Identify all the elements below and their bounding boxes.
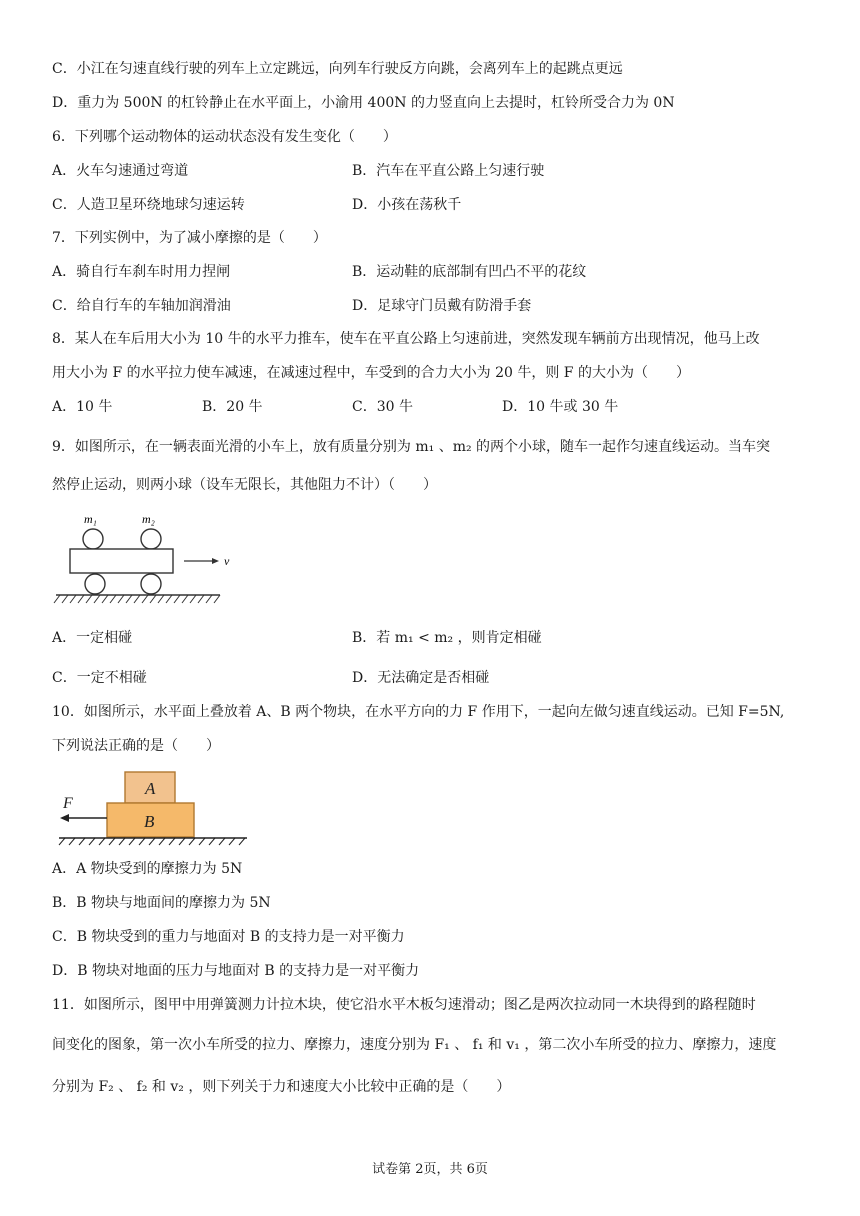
blocks-figure: [55, 768, 255, 846]
q10-stem-line1: 10．如图所示，水平面上叠放着 A、B 两个物块，在水平方向的力 F 作用下，一起向左做匀速直线运动。已知 F=5N,: [52, 704, 785, 720]
q6-option-a: A．火车匀速通过弯道: [52, 163, 189, 179]
q5-option-d: D．重力为 500N 的杠铃静止在水平面上，小渝用 400N 的力竖直向上去提时，杠铃所受合力为 0N: [52, 95, 675, 111]
q9-option-a: A．一定相碰: [52, 630, 133, 646]
cart-figure: [52, 508, 242, 608]
surface-hatch: [59, 838, 245, 845]
velocity-label: v: [224, 554, 230, 568]
q10-stem-line2: 下列说法正确的是（ ）: [52, 738, 220, 754]
m2-label: m₂: [142, 512, 155, 526]
q6-stem: 6．下列哪个运动物体的运动状态没有发生变化（ ）: [52, 129, 397, 145]
q9-stem-line2: 然停止运动，则两小球（设车无限长，其他阻力不计）（ ）: [52, 477, 437, 493]
q8-option-c: C．30 牛: [352, 399, 413, 415]
ball-m2: [141, 529, 161, 549]
ground-hatch: [54, 595, 220, 603]
q8-option-d: D．10 牛或 30 牛: [502, 399, 619, 415]
q10-option-d: D．B 物块对地面的压力与地面对 B 的支持力是一对平衡力: [52, 963, 420, 979]
block-a-label: A: [145, 779, 156, 798]
q9-stem-line1: 9．如图所示，在一辆表面光滑的小车上，放有质量分别为 m₁ 、m₂ 的两个小球，随车一起作匀速直线运动。当车突: [52, 439, 771, 455]
q8-option-b: B．20 牛: [202, 399, 263, 415]
q10-option-c: C．B 物块受到的重力与地面对 B 的支持力是一对平衡力: [52, 929, 405, 945]
q11-stem-line3: 分别为 F₂ 、 f₂ 和 v₂ ，则下列关于力和速度大小比较中正确的是（ ）: [52, 1079, 511, 1095]
q9-option-d: D．无法确定是否相碰: [352, 670, 490, 686]
q5-option-c: C．小江在匀速直线行驶的列车上立定跳远，向列车行驶反方向跳，会离列车上的起跳点更远: [52, 61, 623, 77]
velocity-arrowhead: [212, 558, 219, 564]
q8-stem-line1: 8．某人在车后用大小为 10 牛的水平力推车，使车在平直公路上匀速前进，突然发现车辆前方出现情况，他马上改: [52, 331, 760, 347]
q11-stem-line1: 11．如图所示，图甲中用弹簧测力计拉木块，使它沿水平木板匀速滑动；图乙是两次拉动同一木块得到的路程随时: [52, 997, 756, 1013]
cart-body: [70, 549, 173, 573]
force-label: F: [63, 795, 73, 812]
q6-option-b: B．汽车在平直公路上匀速行驶: [352, 163, 545, 179]
q6-option-d: D．小孩在荡秋千: [352, 197, 462, 213]
m1-label: m₁: [84, 512, 97, 526]
q10-option-a: A．A 物块受到的摩擦力为 5N: [52, 861, 243, 877]
cart-wheel-right: [141, 574, 161, 594]
q9-option-b: B．若 m₁ < m₂ ，则肯定相碰: [352, 630, 542, 646]
block-b-label: B: [144, 812, 155, 831]
q7-stem: 7．下列实例中，为了减小摩擦的是（ ）: [52, 230, 327, 246]
q11-stem-line2: 间变化的图象，第一次小车所受的拉力、摩擦力，速度分别为 F₁ 、 f₁ 和 v₁ ，第二次小车所受的拉力、摩擦力，速度: [52, 1037, 777, 1053]
q9-option-c: C．一定不相碰: [52, 670, 147, 686]
q8-stem-line2: 用大小为 F 的水平拉力使车减速，在减速过程中，车受到的合力大小为 20 牛，则 F 的大小为（ ）: [52, 365, 690, 381]
force-arrowhead: [60, 814, 69, 822]
cart-wheel-left: [85, 574, 105, 594]
q8-option-a: A．10 牛: [52, 399, 113, 415]
q7-option-a: A．骑自行车刹车时用力捏闸: [52, 264, 231, 280]
q7-option-d: D．足球守门员戴有防滑手套: [352, 298, 532, 314]
q7-option-b: B．运动鞋的底部制有凹凸不平的花纹: [352, 264, 587, 280]
page-footer: 试卷第 2页，共 6页: [372, 1162, 488, 1177]
q6-option-c: C．人造卫星环绕地球匀速运转: [52, 197, 245, 213]
ball-m1: [83, 529, 103, 549]
q7-option-c: C．给自行车的车轴加润滑油: [52, 298, 231, 314]
q10-option-b: B．B 物块与地面间的摩擦力为 5N: [52, 895, 271, 911]
